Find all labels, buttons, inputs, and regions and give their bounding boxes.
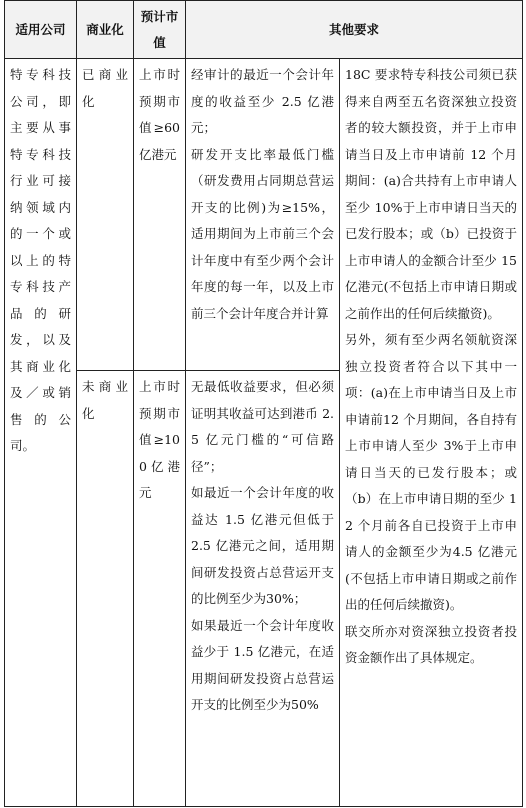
- requirement-text: 如果最近一个会计年度收益少于 1.5 亿港元，在适用期间研发投资占总营运开支的比例至少为50%: [191, 617, 334, 712]
- header-row: [5, 1, 523, 59]
- status-cell: [77, 59, 134, 371]
- investor-requirement-text: 18C 要求特专科技公司须已获得来自两至五名资深独立投资者的较大额投资，并于上市申请当日及上市申请前 12 个月期间：(a)合共持有上市申请人至少 10%于上市申请日当天的已发行股本；或（b）已投资于上市申请人的金额合计至少 15 亿港元(不包括上市申请日期或之前作出的任何后续撤资)。: [345, 67, 518, 321]
- header-market-cap: 预计市值: [134, 1, 186, 59]
- market-cap-pre-commercial: 上市时预期市值≥100亿港元: [139, 379, 180, 500]
- requirement-text: 如最近一个会计年度的收益达 1.5 亿港元但低于 2.5 亿港元之间，适用期间研发投资占总营运开支的比例至少为30%；: [191, 485, 334, 606]
- status-pre-commercial: 未商业化: [82, 379, 128, 421]
- requirement-text: 无最低收益要求，但必须证明其收益可达到港币 2.5 亿元门槛的“可信路径”；: [191, 379, 334, 474]
- market-cap-cell: [134, 371, 186, 807]
- revenue-requirement-cell: [186, 371, 340, 807]
- company-cell: [5, 59, 77, 807]
- header-commercialization: 商业化: [77, 1, 134, 59]
- investor-requirement-text: 联交所亦对资深独立投资者投资金额作出了具体规定。: [345, 623, 518, 665]
- status-commercialized: 已商业化: [82, 67, 128, 109]
- requirement-text: 研发开支比率最低门槛（研发费用占同期总营运开支的比例)为≥15%，适用期间为上市前三个会计年度中有至少两个会计年度的每一年，以及上市前三个会计年度合并计算: [191, 146, 334, 321]
- requirements-table: [4, 0, 523, 807]
- header-other-requirements: 其他要求: [186, 1, 523, 59]
- market-cap-cell: [134, 59, 186, 371]
- company-description: 特专科技公司，即主要从事特专科技行业可接纳领域内的一个或以上的特专科技产品的研发，以及其商业化及／或销售的公司。: [10, 67, 71, 453]
- requirement-text: 经审计的最近一个会计年度的收益至少 2.5 亿港元；: [191, 67, 334, 135]
- header-company: 适用公司: [5, 1, 77, 59]
- table-row: [5, 59, 523, 371]
- investor-requirement-text: 另外，须有至少两名领航资深独立投资者符合以下其中一项：(a)在上市申请当日及上市申请前12 个月期间，各自持有上市申请人至少 3%于上市申请日当天的已发行股本；或（b）在上市申请日期的至少 12 个月前各自已投资于上市申请人的金额至少为4.5 亿港元(不包括上市申请日期或之前作出的任何后续撤资)。: [345, 332, 518, 612]
- revenue-requirement-cell: [186, 59, 340, 371]
- status-cell: [77, 371, 134, 807]
- market-cap-commercialized: 上市时预期市值≥60亿港元: [139, 67, 180, 162]
- investor-requirement-cell: [340, 59, 523, 807]
